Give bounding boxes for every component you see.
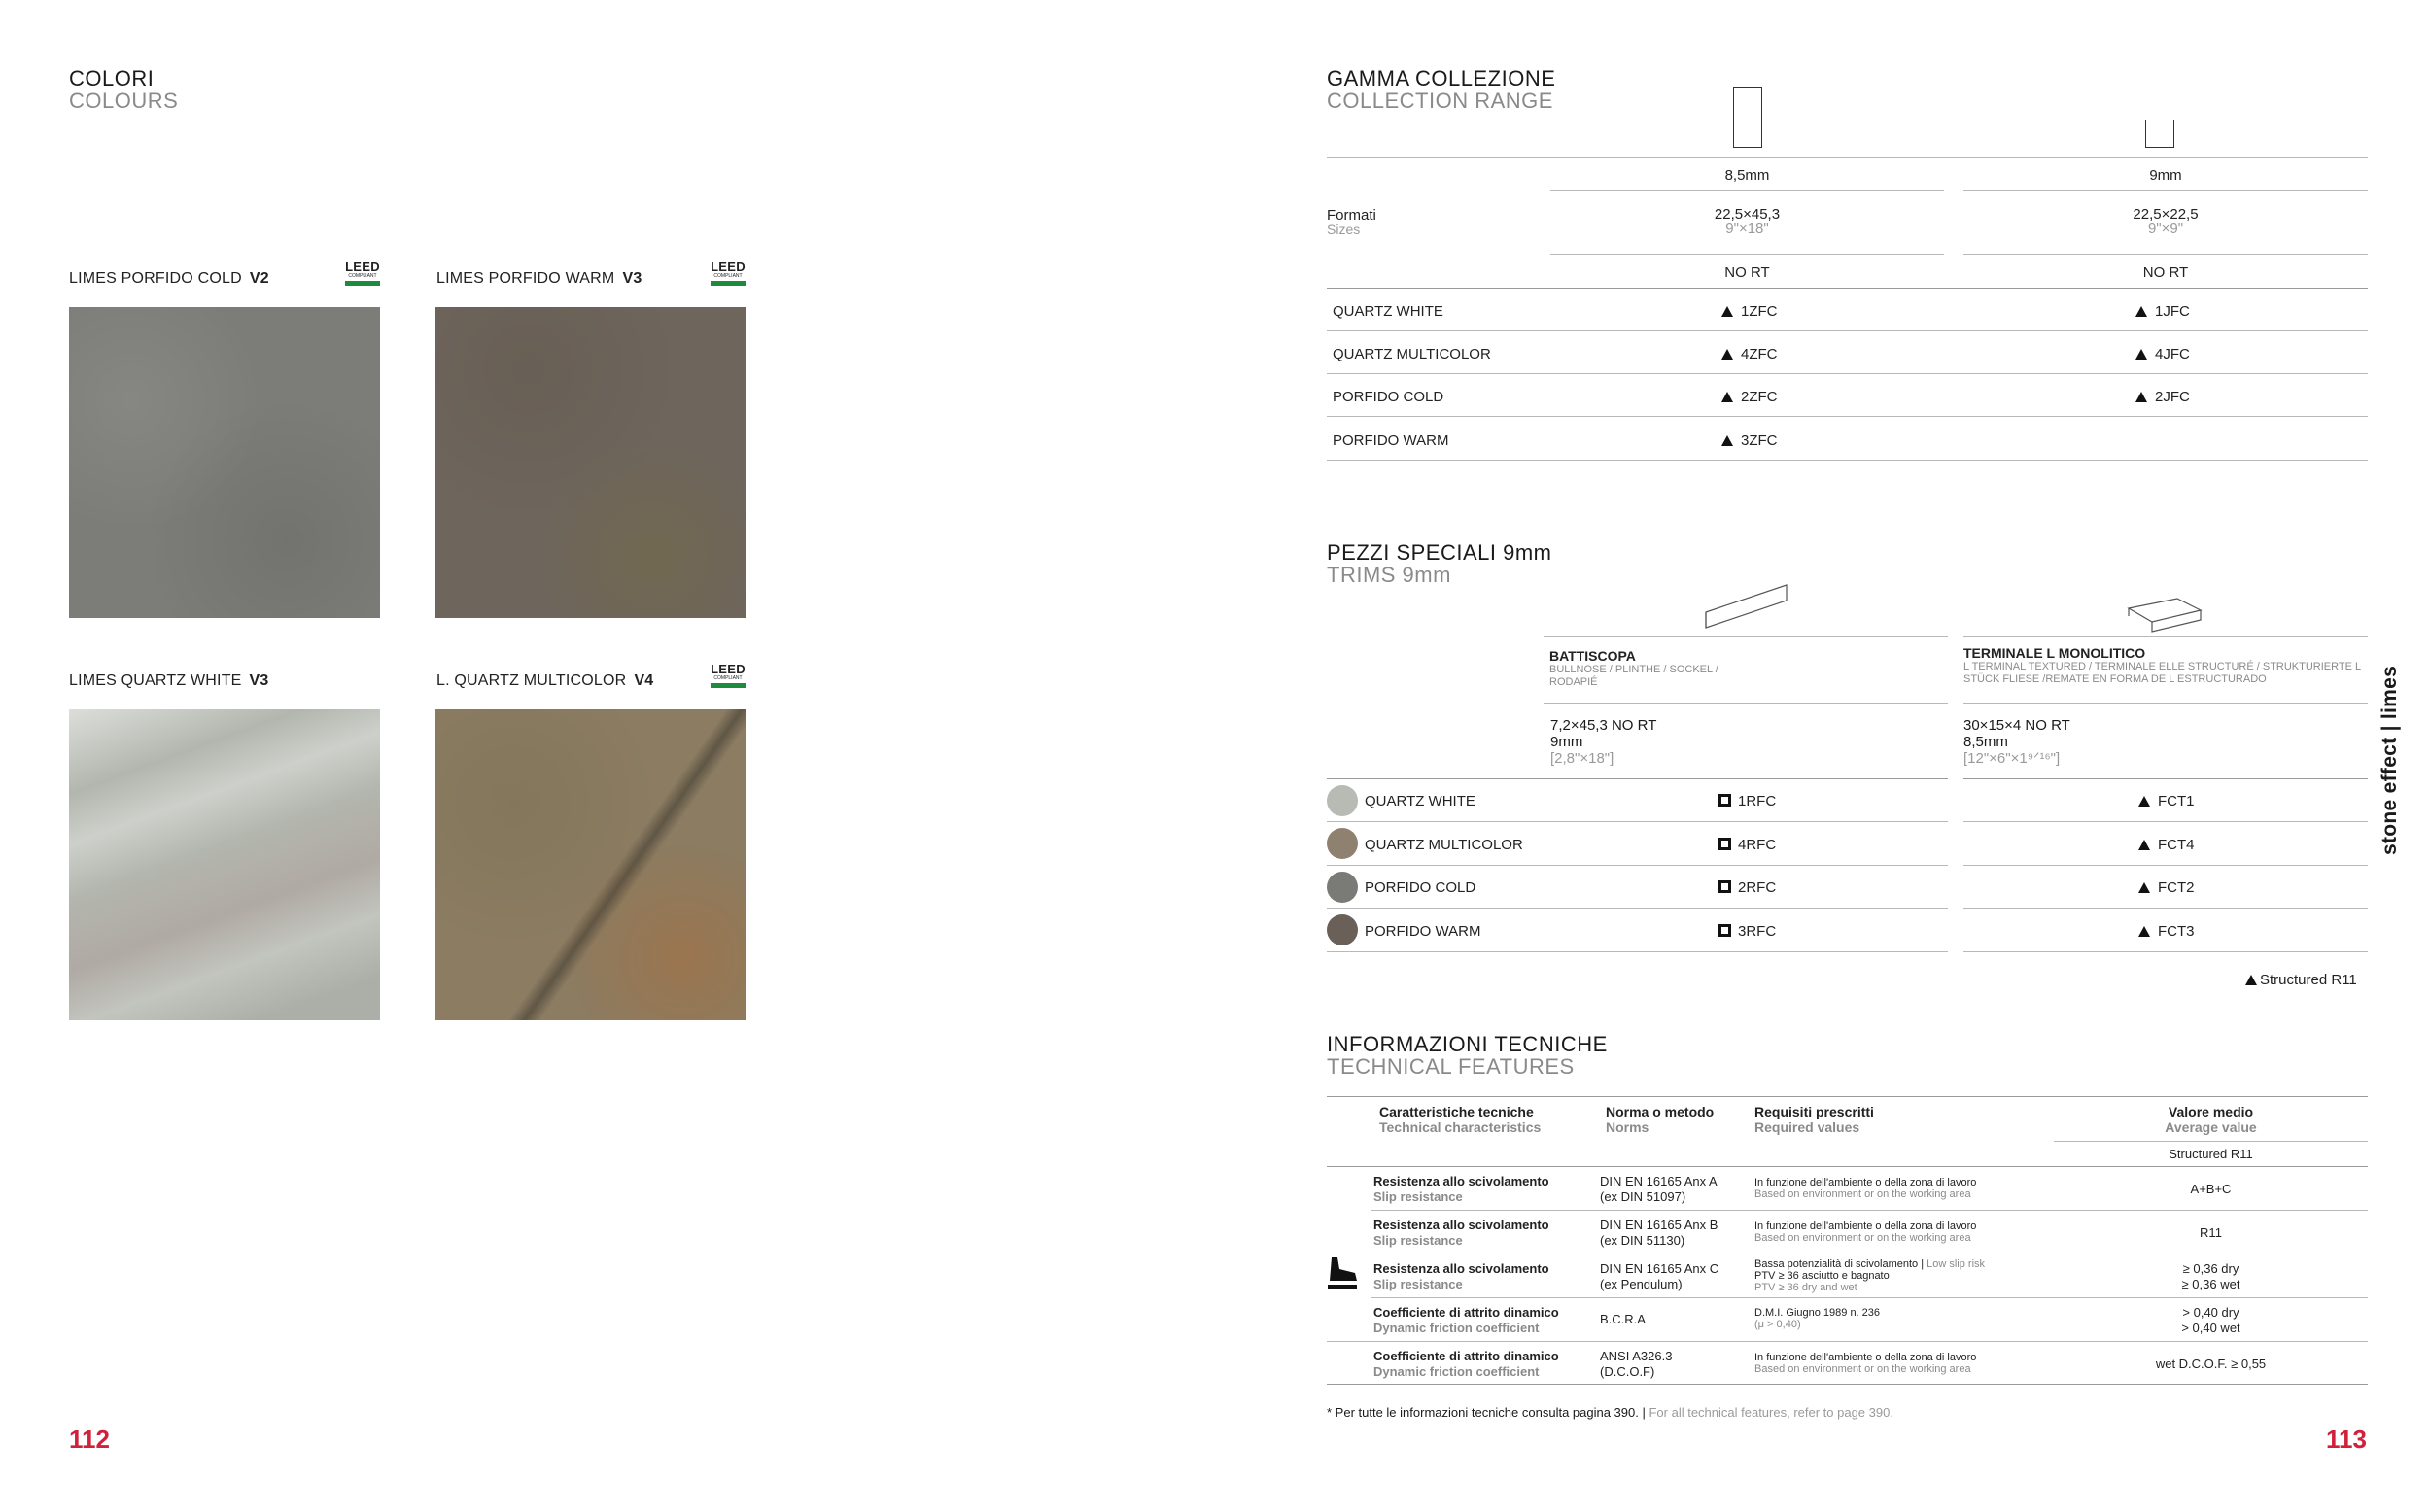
tech-footnote xyxy=(1327,1405,1893,1420)
header-it: Norma o metodo xyxy=(1606,1104,1715,1119)
req-en: Low slip risk xyxy=(1924,1258,1986,1270)
trim-thickness: 9mm xyxy=(1550,734,1583,750)
trim-col2-header xyxy=(1963,645,2372,686)
norm-line: (D.C.O.F) xyxy=(1600,1364,1655,1379)
tech-row-characteristic xyxy=(1373,1174,1549,1205)
divider xyxy=(1327,373,2368,374)
tile-code: V3 xyxy=(622,270,642,287)
square-marker-icon xyxy=(1718,880,1731,893)
tech-row-required xyxy=(1754,1177,1976,1200)
size-col1 xyxy=(1550,206,1944,237)
char-en: Dynamic friction coefficient xyxy=(1373,1364,1540,1379)
code-text: 2JFC xyxy=(2155,389,2190,405)
footnote-it: * Per tutte le informazioni tecniche consulta pagina 390. | xyxy=(1327,1405,1646,1420)
divider xyxy=(1963,908,2368,909)
range-row-code xyxy=(1721,346,1778,362)
swatch-quartz-multicolor xyxy=(435,709,746,1020)
norm-line: (ex DIN 51097) xyxy=(1600,1189,1686,1204)
value-line: wet D.C.O.F. ≥ 0,55 xyxy=(2155,1357,2267,1371)
trim-subtitle: BULLNOSE / PLINTHE / SOCKEL / xyxy=(1549,664,1718,675)
divider xyxy=(1544,636,1948,637)
divider xyxy=(1963,190,2368,191)
tile-code: V4 xyxy=(634,672,654,689)
thickness-col1: 8,5mm xyxy=(1724,167,1770,184)
range-row-name: PORFIDO WARM xyxy=(1333,432,1449,449)
swatch-quartz-white xyxy=(69,709,380,1020)
range-row-name: QUARTZ WHITE xyxy=(1333,303,1443,320)
divider xyxy=(1963,821,2368,822)
colours-heading xyxy=(69,66,178,114)
char-en: Dynamic friction coefficient xyxy=(1373,1321,1540,1335)
tile-code: V3 xyxy=(249,672,269,689)
char-it: Coefficiente di attrito dinamico xyxy=(1373,1305,1559,1320)
tech-row-norm xyxy=(1600,1261,1718,1292)
square-marker-icon xyxy=(1718,924,1731,937)
page-number-right: 113 xyxy=(2326,1425,2367,1454)
value-line: A+B+C xyxy=(2190,1182,2232,1196)
range-row-name: QUARTZ MULTICOLOR xyxy=(1333,346,1491,362)
divider xyxy=(1327,908,1948,909)
req-it: In funzione dell'ambiente o della zona di lavoro xyxy=(1754,1177,1977,1188)
trim-row-code xyxy=(1718,923,1776,940)
header-en: Technical characteristics xyxy=(1379,1119,1542,1135)
trims-heading xyxy=(1327,540,1552,588)
trim-size: 30×15×4 NO RT xyxy=(1963,717,2070,734)
tech-header-norms xyxy=(1606,1104,1714,1135)
divider xyxy=(1371,1210,2368,1211)
leed-subtext: COMPLIANT xyxy=(348,273,377,279)
divider xyxy=(1963,636,2368,637)
tech-row-norm xyxy=(1600,1312,1646,1327)
norm-line: DIN EN 16165 Anx A xyxy=(1600,1174,1718,1188)
tile-name: LIMES PORFIDO COLD xyxy=(69,270,242,287)
divider xyxy=(1327,778,1948,779)
tech-row-characteristic xyxy=(1373,1218,1549,1249)
trim-row-code xyxy=(1718,879,1776,896)
divider xyxy=(1327,330,2368,331)
leed-text: LEED xyxy=(711,259,746,274)
value-line: > 0,40 wet xyxy=(2181,1321,2240,1335)
divider xyxy=(1544,703,1948,704)
formati-label xyxy=(1327,207,1376,237)
divider xyxy=(1327,951,1948,952)
header-en: Norms xyxy=(1606,1119,1649,1135)
req-line xyxy=(1754,1258,1985,1270)
divider xyxy=(1963,951,2368,952)
trim-row-name: PORFIDO COLD xyxy=(1365,879,1476,896)
tech-row-value xyxy=(2054,1261,2368,1292)
divider xyxy=(1327,416,2368,417)
colours-title-it: COLORI xyxy=(69,66,155,90)
header-it: Requisiti prescritti xyxy=(1754,1104,1874,1119)
req-line: Based on environment or on the working area xyxy=(1754,1363,1971,1375)
trims-title-en: TRIMS 9mm xyxy=(1327,563,1451,587)
color-dot-quartz-white xyxy=(1327,785,1358,816)
trim-title: BATTISCOPA xyxy=(1549,648,1636,664)
tech-title-it: INFORMAZIONI TECNICHE xyxy=(1327,1032,1608,1056)
req-line xyxy=(1754,1307,1880,1319)
bullnose-trim-icon xyxy=(1701,581,1798,636)
leed-compliant-icon xyxy=(711,260,746,293)
header-en: Average value xyxy=(2165,1119,2257,1135)
color-dot-porfido-warm xyxy=(1327,914,1358,945)
trim-subtitle: L TERMINAL TEXTURED / TERMINALE ELLE STRUCTURÉ / STRUKTURIERTE L xyxy=(1963,661,2362,672)
structured-legend xyxy=(2245,972,2357,988)
norm-line: ANSI A326.3 xyxy=(1600,1349,1673,1363)
req-line: Based on environment or on the working area xyxy=(1754,1232,1971,1244)
value-line: R11 xyxy=(2200,1225,2222,1240)
norm-line: B.C.R.A xyxy=(1600,1312,1646,1326)
square-format-icon xyxy=(2145,120,2174,148)
trim-col1-header xyxy=(1549,648,1938,689)
req-line xyxy=(1754,1220,1976,1232)
triangle-icon xyxy=(2135,306,2147,317)
size-inch: 9"×9" xyxy=(2147,221,2184,237)
l-terminal-trim-icon xyxy=(2119,593,2206,637)
footnote-en: For all technical features, refer to page 390. xyxy=(1645,1405,1893,1420)
tech-row-value xyxy=(2054,1357,2368,1372)
divider xyxy=(1327,1096,2368,1097)
divider xyxy=(1327,1166,2368,1167)
divider xyxy=(1963,778,2368,779)
triangle-icon xyxy=(2135,392,2147,402)
swatch-porfido-warm xyxy=(435,307,746,618)
divider xyxy=(1371,1297,2368,1298)
leed-compliant-icon xyxy=(345,260,380,293)
code-text: FCT2 xyxy=(2158,879,2195,896)
code-text: FCT1 xyxy=(2158,793,2195,809)
divider xyxy=(1327,288,2368,289)
tech-row-required xyxy=(1754,1352,1976,1375)
trim-subtitle: STÜCK FLIESE /REMATE EN FORMA DE L ESTRUCTURADO xyxy=(1963,673,2267,685)
divider xyxy=(1327,821,1948,822)
tile-name: LIMES QUARTZ WHITE xyxy=(69,672,242,689)
trim-inch: [12"×6"×1⁹ᐟ¹⁶"] xyxy=(1963,750,2061,767)
tech-row-required xyxy=(1754,1307,1880,1330)
tech-row-characteristic xyxy=(1373,1349,1559,1380)
char-it: Coefficiente di attrito dinamico xyxy=(1373,1349,1559,1363)
tile-code: V2 xyxy=(249,270,269,287)
trim-subtitle: RODAPIÉ xyxy=(1549,676,1598,688)
trim-inch: [2,8"×18"] xyxy=(1550,750,1614,767)
code-text: 1RFC xyxy=(1738,793,1777,809)
rectangle-format-icon xyxy=(1733,87,1762,148)
tech-row-characteristic xyxy=(1373,1261,1549,1292)
triangle-icon xyxy=(2138,796,2150,807)
trim-row-code xyxy=(2138,923,2195,940)
range-heading xyxy=(1327,66,1555,114)
value-line: > 0,40 dry xyxy=(2182,1305,2239,1320)
req-line: PTV ≥ 36 asciutto e bagnato xyxy=(1754,1270,1890,1282)
range-row-code xyxy=(1721,389,1778,405)
header-it: Caratteristiche tecniche xyxy=(1379,1104,1534,1119)
divider xyxy=(1327,1384,2368,1385)
tile-label-porfido-warm xyxy=(436,270,642,288)
leed-bar xyxy=(711,683,746,688)
trim-title: TERMINALE L MONOLITICO xyxy=(1963,645,2146,661)
norm-line: (ex DIN 51130) xyxy=(1600,1233,1685,1248)
req-line xyxy=(1754,1177,1976,1188)
page-number-left: 112 xyxy=(69,1425,110,1454)
trim-row-code xyxy=(2138,837,2195,853)
code-text: 3RFC xyxy=(1738,923,1777,940)
trim-row-name: PORFIDO WARM xyxy=(1365,923,1481,940)
divider xyxy=(1550,190,1944,191)
norm-line: DIN EN 16165 Anx B xyxy=(1600,1218,1718,1232)
square-marker-icon xyxy=(1718,838,1731,850)
tech-row-value xyxy=(2054,1305,2368,1336)
header-en: Required values xyxy=(1754,1119,1860,1135)
color-dot-quartz-multicolor xyxy=(1327,828,1358,859)
trim-col1-size xyxy=(1550,717,1656,767)
tech-row-required xyxy=(1754,1220,1976,1244)
code-text: FCT4 xyxy=(2158,837,2195,853)
triangle-icon xyxy=(2138,840,2150,850)
leed-text: LEED xyxy=(711,662,746,676)
triangle-icon xyxy=(2245,975,2257,985)
trim-row-code xyxy=(2138,879,2195,896)
req-line: PTV ≥ 36 dry and wet xyxy=(1754,1282,1857,1293)
leed-compliant-icon xyxy=(711,663,746,696)
char-en: Slip resistance xyxy=(1373,1233,1463,1248)
range-row-code xyxy=(2135,346,2190,362)
char-it: Resistenza allo scivolamento xyxy=(1373,1261,1549,1276)
trim-thickness: 8,5mm xyxy=(1963,734,2008,750)
req-line: Based on environment or on the working area xyxy=(1754,1188,1971,1200)
char-en: Slip resistance xyxy=(1373,1189,1463,1204)
code-text: 1ZFC xyxy=(1741,303,1778,320)
tech-header-characteristics xyxy=(1379,1104,1541,1135)
tech-row-characteristic xyxy=(1373,1305,1559,1336)
code-text: FCT3 xyxy=(2158,923,2195,940)
trim-row-name: QUARTZ WHITE xyxy=(1365,793,1475,809)
divider xyxy=(1327,1341,2368,1342)
leed-bar xyxy=(711,281,746,286)
formati-it: Formati xyxy=(1327,207,1376,223)
trim-row-code xyxy=(1718,793,1776,809)
triangle-icon xyxy=(1721,306,1733,317)
req-it: In funzione dell'ambiente o della zona di lavoro xyxy=(1754,1220,1977,1232)
req-line xyxy=(1754,1352,1976,1363)
range-row-code xyxy=(2135,303,2190,320)
tech-header-average xyxy=(2054,1104,2368,1135)
finish-col2: NO RT xyxy=(2142,264,2189,281)
colours-title-en: COLOURS xyxy=(69,88,179,113)
size-cm: 22,5×45,3 xyxy=(1714,206,1781,223)
divider xyxy=(1327,865,1948,866)
req-it: D.M.I. Giugno 1989 n. 236 xyxy=(1754,1307,1881,1319)
char-it: Resistenza allo scivolamento xyxy=(1373,1218,1549,1232)
triangle-icon xyxy=(1721,349,1733,360)
tech-header-structured: Structured R11 xyxy=(2169,1147,2253,1161)
tech-row-value xyxy=(2054,1182,2368,1197)
leed-subtext: COMPLIANT xyxy=(713,675,743,681)
tech-title-en: TECHNICAL FEATURES xyxy=(1327,1054,1575,1079)
tech-row-norm xyxy=(1600,1174,1718,1205)
code-text: 4RFC xyxy=(1738,837,1777,853)
code-text: 4ZFC xyxy=(1741,346,1778,362)
trim-row-name: QUARTZ MULTICOLOR xyxy=(1365,837,1523,853)
trim-row-code xyxy=(1718,837,1776,853)
tile-label-quartz-white xyxy=(69,672,269,690)
tech-heading xyxy=(1327,1032,1608,1080)
swatch-porfido-cold xyxy=(69,307,380,618)
code-text: 1JFC xyxy=(2155,303,2190,320)
value-line: ≥ 0,36 wet xyxy=(2181,1277,2240,1291)
norm-line: DIN EN 16165 Anx C xyxy=(1600,1261,1719,1276)
leed-bar xyxy=(345,281,380,286)
triangle-icon xyxy=(1721,435,1733,446)
norm-line: (ex Pendulum) xyxy=(1600,1277,1683,1291)
square-marker-icon xyxy=(1718,794,1731,807)
leed-subtext: COMPLIANT xyxy=(713,273,743,279)
req-it: Bassa potenzialità di scivolamento | xyxy=(1754,1258,1925,1270)
range-row-code xyxy=(2135,389,2190,405)
range-title-it: GAMMA COLLEZIONE xyxy=(1327,66,1556,90)
value-line: ≥ 0,36 dry xyxy=(2182,1261,2239,1276)
size-cm: 22,5×22,5 xyxy=(2133,206,2199,223)
tech-row-required xyxy=(1754,1258,1985,1293)
tile-name: LIMES PORFIDO WARM xyxy=(436,270,615,287)
divider xyxy=(1550,254,1944,255)
trims-title-it: PEZZI SPECIALI 9mm xyxy=(1327,540,1552,565)
range-row-code xyxy=(1721,432,1778,449)
tile-name: L. QUARTZ MULTICOLOR xyxy=(436,672,627,689)
triangle-icon xyxy=(2138,926,2150,937)
triangle-icon xyxy=(1721,392,1733,402)
req-it: In funzione dell'ambiente o della zona di lavoro xyxy=(1754,1352,1977,1363)
code-text: 3ZFC xyxy=(1741,432,1778,449)
range-title-en: COLLECTION RANGE xyxy=(1327,88,1553,113)
tech-row-norm xyxy=(1600,1349,1672,1380)
divider xyxy=(1963,254,2368,255)
tech-row-norm xyxy=(1600,1218,1718,1249)
divider xyxy=(1327,460,2368,461)
legend-text: Structured R11 xyxy=(2260,972,2357,988)
trim-row-code xyxy=(2138,793,2195,809)
side-label: stone effect | limes xyxy=(2378,665,2401,855)
code-text: 4JFC xyxy=(2155,346,2190,362)
trim-size: 7,2×45,3 NO RT xyxy=(1550,717,1657,734)
finish-col1: NO RT xyxy=(1724,264,1770,281)
divider xyxy=(1963,865,2368,866)
range-row-name: PORFIDO COLD xyxy=(1333,389,1444,405)
tile-label-quartz-multicolor xyxy=(436,672,653,690)
code-text: 2ZFC xyxy=(1741,389,1778,405)
divider xyxy=(1327,157,2368,158)
formati-en: Sizes xyxy=(1327,222,1361,237)
trim-col2-size xyxy=(1963,717,2070,767)
triangle-icon xyxy=(2138,882,2150,893)
tile-label-porfido-cold xyxy=(69,270,269,288)
divider xyxy=(1963,703,2368,704)
char-en: Slip resistance xyxy=(1373,1277,1463,1291)
size-col2 xyxy=(1963,206,2368,237)
code-text: 2RFC xyxy=(1738,879,1777,896)
leed-text: LEED xyxy=(345,259,380,274)
triangle-icon xyxy=(2135,349,2147,360)
size-inch: 9"×18" xyxy=(1725,221,1769,237)
divider xyxy=(2054,1141,2368,1142)
slip-resistance-icon xyxy=(1326,1254,1359,1292)
tech-header-required xyxy=(1754,1104,1874,1135)
tech-row-value xyxy=(2054,1225,2368,1241)
req-line: (μ > 0,40) xyxy=(1754,1319,1801,1330)
header-it: Valore medio xyxy=(2168,1104,2254,1119)
thickness-col2: 9mm xyxy=(2149,167,2182,184)
char-it: Resistenza allo scivolamento xyxy=(1373,1174,1549,1188)
color-dot-porfido-cold xyxy=(1327,872,1358,903)
range-row-code xyxy=(1721,303,1778,320)
